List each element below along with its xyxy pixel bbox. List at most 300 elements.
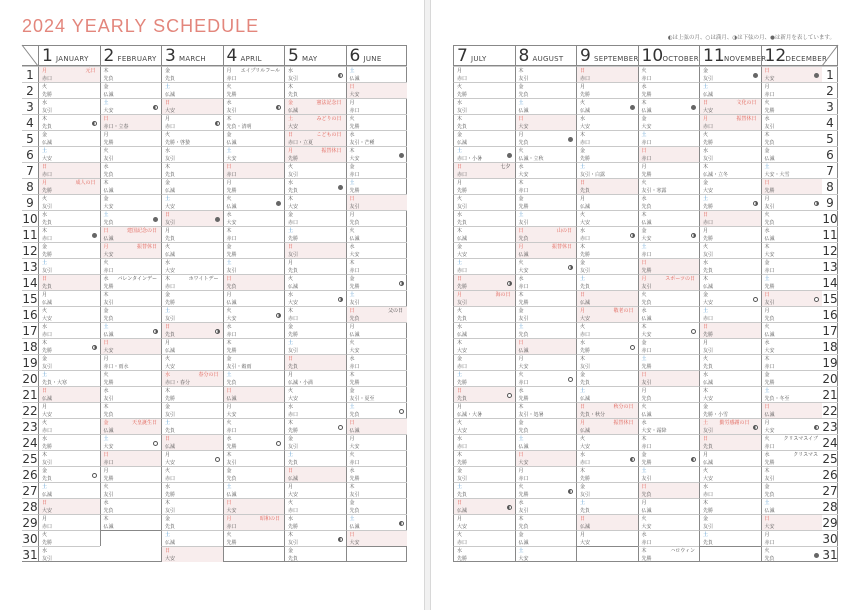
day-cell[interactable] bbox=[453, 530, 515, 546]
day-cell[interactable] bbox=[515, 498, 577, 514]
day-cell[interactable] bbox=[284, 434, 346, 450]
day-cell[interactable] bbox=[38, 114, 100, 130]
day-cell[interactable] bbox=[453, 98, 515, 114]
day-cell[interactable] bbox=[38, 306, 100, 322]
day-cell[interactable] bbox=[761, 306, 823, 322]
day-cell[interactable] bbox=[223, 290, 285, 306]
day-cell[interactable] bbox=[515, 194, 577, 210]
day-cell[interactable] bbox=[223, 322, 285, 338]
day-cell[interactable] bbox=[284, 370, 346, 386]
day-cell[interactable] bbox=[161, 210, 223, 226]
day-cell[interactable] bbox=[161, 386, 223, 402]
day-cell[interactable] bbox=[100, 114, 162, 130]
day-cell[interactable] bbox=[453, 498, 515, 514]
day-cell[interactable] bbox=[346, 450, 408, 466]
day-cell[interactable] bbox=[161, 146, 223, 162]
day-cell[interactable] bbox=[699, 514, 761, 530]
day-cell[interactable] bbox=[515, 114, 577, 130]
day-cell[interactable] bbox=[100, 194, 162, 210]
day-cell[interactable] bbox=[453, 418, 515, 434]
day-cell[interactable] bbox=[453, 354, 515, 370]
day-cell[interactable] bbox=[576, 194, 638, 210]
day-cell[interactable] bbox=[284, 290, 346, 306]
day-cell[interactable] bbox=[100, 482, 162, 498]
day-cell[interactable] bbox=[346, 306, 408, 322]
day-cell[interactable] bbox=[699, 98, 761, 114]
day-cell[interactable] bbox=[38, 82, 100, 98]
day-cell[interactable] bbox=[638, 146, 700, 162]
day-cell[interactable] bbox=[453, 450, 515, 466]
day-cell[interactable] bbox=[284, 514, 346, 530]
day-cell[interactable] bbox=[346, 66, 408, 82]
day-cell[interactable] bbox=[161, 434, 223, 450]
day-cell[interactable] bbox=[699, 338, 761, 354]
day-cell[interactable] bbox=[223, 146, 285, 162]
day-cell[interactable] bbox=[453, 370, 515, 386]
day-cell[interactable] bbox=[515, 466, 577, 482]
day-cell[interactable] bbox=[453, 514, 515, 530]
day-cell[interactable] bbox=[761, 530, 823, 546]
day-cell[interactable] bbox=[699, 402, 761, 418]
day-cell[interactable] bbox=[161, 194, 223, 210]
day-cell[interactable] bbox=[515, 338, 577, 354]
day-cell[interactable] bbox=[638, 66, 700, 82]
day-cell[interactable] bbox=[38, 162, 100, 178]
day-cell[interactable] bbox=[761, 242, 823, 258]
day-cell[interactable] bbox=[161, 98, 223, 114]
day-cell[interactable] bbox=[223, 418, 285, 434]
day-cell[interactable] bbox=[284, 354, 346, 370]
day-cell[interactable] bbox=[453, 242, 515, 258]
day-cell[interactable] bbox=[576, 98, 638, 114]
day-cell[interactable] bbox=[638, 466, 700, 482]
day-cell[interactable] bbox=[284, 98, 346, 114]
day-cell[interactable] bbox=[100, 514, 162, 530]
day-cell[interactable] bbox=[223, 514, 285, 530]
day-cell[interactable] bbox=[223, 66, 285, 82]
day-cell[interactable] bbox=[576, 322, 638, 338]
day-cell[interactable] bbox=[284, 402, 346, 418]
day-cell[interactable] bbox=[284, 258, 346, 274]
day-cell[interactable] bbox=[699, 82, 761, 98]
day-cell[interactable] bbox=[699, 418, 761, 434]
day-cell[interactable] bbox=[638, 274, 700, 290]
day-cell[interactable] bbox=[699, 146, 761, 162]
day-cell[interactable] bbox=[638, 386, 700, 402]
day-cell[interactable] bbox=[223, 402, 285, 418]
day-cell[interactable] bbox=[638, 482, 700, 498]
day-cell[interactable] bbox=[453, 114, 515, 130]
day-cell[interactable] bbox=[576, 274, 638, 290]
day-cell[interactable] bbox=[515, 434, 577, 450]
day-cell[interactable] bbox=[638, 498, 700, 514]
day-cell[interactable] bbox=[100, 450, 162, 466]
day-cell[interactable] bbox=[699, 498, 761, 514]
day-cell[interactable] bbox=[100, 498, 162, 514]
day-cell[interactable] bbox=[38, 530, 100, 546]
day-cell[interactable] bbox=[761, 322, 823, 338]
day-cell[interactable] bbox=[223, 194, 285, 210]
day-cell[interactable] bbox=[453, 386, 515, 402]
day-cell[interactable] bbox=[223, 482, 285, 498]
day-cell[interactable] bbox=[161, 290, 223, 306]
day-cell[interactable] bbox=[38, 514, 100, 530]
day-cell[interactable] bbox=[761, 82, 823, 98]
day-cell[interactable] bbox=[346, 210, 408, 226]
day-cell[interactable] bbox=[38, 546, 100, 562]
day-cell[interactable] bbox=[161, 178, 223, 194]
day-cell[interactable] bbox=[453, 466, 515, 482]
day-cell[interactable] bbox=[284, 146, 346, 162]
day-cell[interactable] bbox=[284, 530, 346, 546]
day-cell[interactable] bbox=[161, 306, 223, 322]
day-cell[interactable] bbox=[638, 306, 700, 322]
day-cell[interactable] bbox=[515, 530, 577, 546]
day-cell[interactable] bbox=[346, 466, 408, 482]
day-cell[interactable] bbox=[38, 210, 100, 226]
day-cell[interactable] bbox=[284, 162, 346, 178]
day-cell[interactable] bbox=[38, 66, 100, 82]
day-cell[interactable] bbox=[515, 210, 577, 226]
day-cell[interactable] bbox=[346, 322, 408, 338]
day-cell[interactable] bbox=[284, 130, 346, 146]
day-cell[interactable] bbox=[223, 82, 285, 98]
day-cell[interactable] bbox=[453, 402, 515, 418]
day-cell[interactable] bbox=[284, 242, 346, 258]
day-cell[interactable] bbox=[284, 498, 346, 514]
day-cell[interactable] bbox=[38, 146, 100, 162]
day-cell[interactable] bbox=[161, 226, 223, 242]
day-cell[interactable] bbox=[38, 338, 100, 354]
day-cell[interactable] bbox=[346, 242, 408, 258]
day-cell[interactable] bbox=[38, 258, 100, 274]
day-cell[interactable] bbox=[699, 274, 761, 290]
day-cell[interactable] bbox=[453, 258, 515, 274]
day-cell[interactable] bbox=[100, 242, 162, 258]
day-cell[interactable] bbox=[223, 530, 285, 546]
day-cell[interactable] bbox=[761, 482, 823, 498]
day-cell[interactable] bbox=[761, 514, 823, 530]
day-cell[interactable] bbox=[761, 546, 823, 562]
day-cell[interactable] bbox=[638, 434, 700, 450]
day-cell[interactable] bbox=[284, 114, 346, 130]
day-cell[interactable] bbox=[161, 530, 223, 546]
day-cell[interactable] bbox=[576, 402, 638, 418]
day-cell[interactable] bbox=[638, 210, 700, 226]
day-cell[interactable] bbox=[515, 290, 577, 306]
day-cell[interactable] bbox=[38, 290, 100, 306]
day-cell[interactable] bbox=[699, 306, 761, 322]
day-cell[interactable] bbox=[346, 402, 408, 418]
day-cell[interactable] bbox=[453, 146, 515, 162]
day-cell[interactable] bbox=[576, 530, 638, 546]
day-cell[interactable] bbox=[638, 450, 700, 466]
day-cell[interactable] bbox=[38, 322, 100, 338]
day-cell[interactable] bbox=[346, 386, 408, 402]
day-cell[interactable] bbox=[223, 274, 285, 290]
day-cell[interactable] bbox=[761, 98, 823, 114]
day-cell[interactable] bbox=[38, 226, 100, 242]
day-cell[interactable] bbox=[515, 274, 577, 290]
day-cell[interactable] bbox=[761, 450, 823, 466]
day-cell[interactable] bbox=[346, 514, 408, 530]
day-cell[interactable] bbox=[284, 226, 346, 242]
day-cell[interactable] bbox=[576, 210, 638, 226]
day-cell[interactable] bbox=[346, 434, 408, 450]
day-cell[interactable] bbox=[699, 226, 761, 242]
day-cell[interactable] bbox=[761, 162, 823, 178]
day-cell[interactable] bbox=[223, 98, 285, 114]
day-cell[interactable] bbox=[761, 418, 823, 434]
day-cell[interactable] bbox=[38, 274, 100, 290]
day-cell[interactable] bbox=[223, 434, 285, 450]
day-cell[interactable] bbox=[515, 178, 577, 194]
day-cell[interactable] bbox=[453, 130, 515, 146]
day-cell[interactable] bbox=[161, 402, 223, 418]
day-cell[interactable] bbox=[346, 98, 408, 114]
day-cell[interactable] bbox=[453, 338, 515, 354]
day-cell[interactable] bbox=[453, 290, 515, 306]
day-cell[interactable] bbox=[699, 130, 761, 146]
day-cell[interactable] bbox=[515, 258, 577, 274]
day-cell[interactable] bbox=[515, 162, 577, 178]
day-cell[interactable] bbox=[761, 178, 823, 194]
day-cell[interactable] bbox=[576, 514, 638, 530]
day-cell[interactable] bbox=[346, 354, 408, 370]
day-cell[interactable] bbox=[515, 82, 577, 98]
day-cell[interactable] bbox=[100, 258, 162, 274]
day-cell[interactable] bbox=[761, 146, 823, 162]
day-cell[interactable] bbox=[576, 386, 638, 402]
day-cell[interactable] bbox=[699, 482, 761, 498]
day-cell[interactable] bbox=[346, 418, 408, 434]
day-cell[interactable] bbox=[38, 130, 100, 146]
day-cell[interactable] bbox=[161, 242, 223, 258]
day-cell[interactable] bbox=[223, 226, 285, 242]
day-cell[interactable] bbox=[161, 258, 223, 274]
day-cell[interactable] bbox=[100, 210, 162, 226]
day-cell[interactable] bbox=[346, 130, 408, 146]
day-cell[interactable] bbox=[161, 338, 223, 354]
day-cell[interactable] bbox=[699, 450, 761, 466]
day-cell[interactable] bbox=[761, 210, 823, 226]
day-cell[interactable] bbox=[223, 370, 285, 386]
day-cell[interactable] bbox=[284, 306, 346, 322]
day-cell[interactable] bbox=[100, 306, 162, 322]
day-cell[interactable] bbox=[576, 114, 638, 130]
day-cell[interactable] bbox=[699, 114, 761, 130]
day-cell[interactable] bbox=[576, 370, 638, 386]
day-cell[interactable] bbox=[38, 354, 100, 370]
day-cell[interactable] bbox=[100, 338, 162, 354]
day-cell[interactable] bbox=[699, 434, 761, 450]
day-cell[interactable] bbox=[346, 194, 408, 210]
day-cell[interactable] bbox=[284, 322, 346, 338]
day-cell[interactable] bbox=[699, 370, 761, 386]
day-cell[interactable] bbox=[223, 354, 285, 370]
day-cell[interactable] bbox=[515, 482, 577, 498]
day-cell[interactable] bbox=[161, 66, 223, 82]
day-cell[interactable] bbox=[223, 162, 285, 178]
day-cell[interactable] bbox=[638, 354, 700, 370]
day-cell[interactable] bbox=[638, 418, 700, 434]
day-cell[interactable] bbox=[284, 194, 346, 210]
day-cell[interactable] bbox=[576, 306, 638, 322]
day-cell[interactable] bbox=[38, 450, 100, 466]
day-cell[interactable] bbox=[346, 146, 408, 162]
day-cell[interactable] bbox=[346, 290, 408, 306]
day-cell[interactable] bbox=[453, 162, 515, 178]
day-cell[interactable] bbox=[346, 338, 408, 354]
day-cell[interactable] bbox=[453, 546, 515, 562]
day-cell[interactable] bbox=[453, 306, 515, 322]
day-cell[interactable] bbox=[284, 546, 346, 562]
day-cell[interactable] bbox=[576, 290, 638, 306]
day-cell[interactable] bbox=[638, 370, 700, 386]
day-cell[interactable] bbox=[38, 386, 100, 402]
day-cell[interactable] bbox=[346, 162, 408, 178]
day-cell[interactable] bbox=[100, 162, 162, 178]
day-cell[interactable] bbox=[515, 146, 577, 162]
day-cell[interactable] bbox=[100, 146, 162, 162]
day-cell[interactable] bbox=[161, 322, 223, 338]
day-cell[interactable] bbox=[346, 482, 408, 498]
day-cell[interactable] bbox=[161, 130, 223, 146]
day-cell[interactable] bbox=[761, 370, 823, 386]
day-cell[interactable] bbox=[576, 482, 638, 498]
day-cell[interactable] bbox=[638, 178, 700, 194]
day-cell[interactable] bbox=[223, 386, 285, 402]
day-cell[interactable] bbox=[761, 338, 823, 354]
day-cell[interactable] bbox=[638, 242, 700, 258]
day-cell[interactable] bbox=[284, 418, 346, 434]
day-cell[interactable] bbox=[284, 66, 346, 82]
day-cell[interactable] bbox=[576, 354, 638, 370]
day-cell[interactable] bbox=[346, 258, 408, 274]
day-cell[interactable] bbox=[223, 466, 285, 482]
day-cell[interactable] bbox=[453, 194, 515, 210]
day-cell[interactable] bbox=[515, 306, 577, 322]
day-cell[interactable] bbox=[638, 98, 700, 114]
day-cell[interactable] bbox=[284, 178, 346, 194]
day-cell[interactable] bbox=[38, 466, 100, 482]
day-cell[interactable] bbox=[453, 82, 515, 98]
day-cell[interactable] bbox=[515, 386, 577, 402]
day-cell[interactable] bbox=[346, 274, 408, 290]
day-cell[interactable] bbox=[100, 370, 162, 386]
day-cell[interactable] bbox=[453, 434, 515, 450]
day-cell[interactable] bbox=[38, 370, 100, 386]
day-cell[interactable] bbox=[515, 450, 577, 466]
day-cell[interactable] bbox=[453, 274, 515, 290]
day-cell[interactable] bbox=[761, 66, 823, 82]
day-cell[interactable] bbox=[38, 434, 100, 450]
day-cell[interactable] bbox=[761, 466, 823, 482]
day-cell[interactable] bbox=[100, 66, 162, 82]
day-cell[interactable] bbox=[576, 226, 638, 242]
day-cell[interactable] bbox=[100, 226, 162, 242]
day-cell[interactable] bbox=[638, 226, 700, 242]
day-cell[interactable] bbox=[223, 130, 285, 146]
day-cell[interactable] bbox=[100, 290, 162, 306]
day-cell[interactable] bbox=[699, 210, 761, 226]
day-cell[interactable] bbox=[761, 402, 823, 418]
day-cell[interactable] bbox=[161, 114, 223, 130]
day-cell[interactable] bbox=[161, 514, 223, 530]
day-cell[interactable] bbox=[515, 66, 577, 82]
day-cell[interactable] bbox=[699, 258, 761, 274]
day-cell[interactable] bbox=[161, 418, 223, 434]
day-cell[interactable] bbox=[453, 210, 515, 226]
day-cell[interactable] bbox=[38, 402, 100, 418]
day-cell[interactable] bbox=[38, 98, 100, 114]
day-cell[interactable] bbox=[453, 322, 515, 338]
day-cell[interactable] bbox=[223, 114, 285, 130]
day-cell[interactable] bbox=[761, 386, 823, 402]
day-cell[interactable] bbox=[284, 274, 346, 290]
day-cell[interactable] bbox=[638, 514, 700, 530]
day-cell[interactable] bbox=[161, 354, 223, 370]
day-cell[interactable] bbox=[284, 466, 346, 482]
day-cell[interactable] bbox=[515, 514, 577, 530]
day-cell[interactable] bbox=[576, 130, 638, 146]
day-cell[interactable] bbox=[761, 258, 823, 274]
day-cell[interactable] bbox=[699, 194, 761, 210]
day-cell[interactable] bbox=[515, 242, 577, 258]
day-cell[interactable] bbox=[638, 130, 700, 146]
day-cell[interactable] bbox=[576, 82, 638, 98]
day-cell[interactable] bbox=[576, 178, 638, 194]
day-cell[interactable] bbox=[761, 290, 823, 306]
day-cell[interactable] bbox=[161, 546, 223, 562]
day-cell[interactable] bbox=[346, 370, 408, 386]
day-cell[interactable] bbox=[576, 146, 638, 162]
day-cell[interactable] bbox=[100, 354, 162, 370]
day-cell[interactable] bbox=[576, 498, 638, 514]
day-cell[interactable] bbox=[761, 194, 823, 210]
day-cell[interactable] bbox=[699, 386, 761, 402]
day-cell[interactable] bbox=[638, 162, 700, 178]
day-cell[interactable] bbox=[100, 82, 162, 98]
day-cell[interactable] bbox=[761, 434, 823, 450]
day-cell[interactable] bbox=[223, 258, 285, 274]
day-cell[interactable] bbox=[346, 498, 408, 514]
day-cell[interactable] bbox=[100, 434, 162, 450]
day-cell[interactable] bbox=[638, 338, 700, 354]
day-cell[interactable] bbox=[161, 498, 223, 514]
day-cell[interactable] bbox=[699, 530, 761, 546]
day-cell[interactable] bbox=[576, 338, 638, 354]
day-cell[interactable] bbox=[100, 130, 162, 146]
day-cell[interactable] bbox=[761, 114, 823, 130]
day-cell[interactable] bbox=[100, 274, 162, 290]
day-cell[interactable] bbox=[223, 210, 285, 226]
day-cell[interactable] bbox=[284, 210, 346, 226]
day-cell[interactable] bbox=[161, 450, 223, 466]
day-cell[interactable] bbox=[100, 178, 162, 194]
day-cell[interactable] bbox=[284, 450, 346, 466]
day-cell[interactable] bbox=[699, 66, 761, 82]
day-cell[interactable] bbox=[515, 402, 577, 418]
day-cell[interactable] bbox=[346, 114, 408, 130]
day-cell[interactable] bbox=[576, 418, 638, 434]
day-cell[interactable] bbox=[638, 546, 700, 562]
day-cell[interactable] bbox=[761, 130, 823, 146]
day-cell[interactable] bbox=[223, 338, 285, 354]
day-cell[interactable] bbox=[699, 242, 761, 258]
day-cell[interactable] bbox=[161, 274, 223, 290]
day-cell[interactable] bbox=[515, 354, 577, 370]
